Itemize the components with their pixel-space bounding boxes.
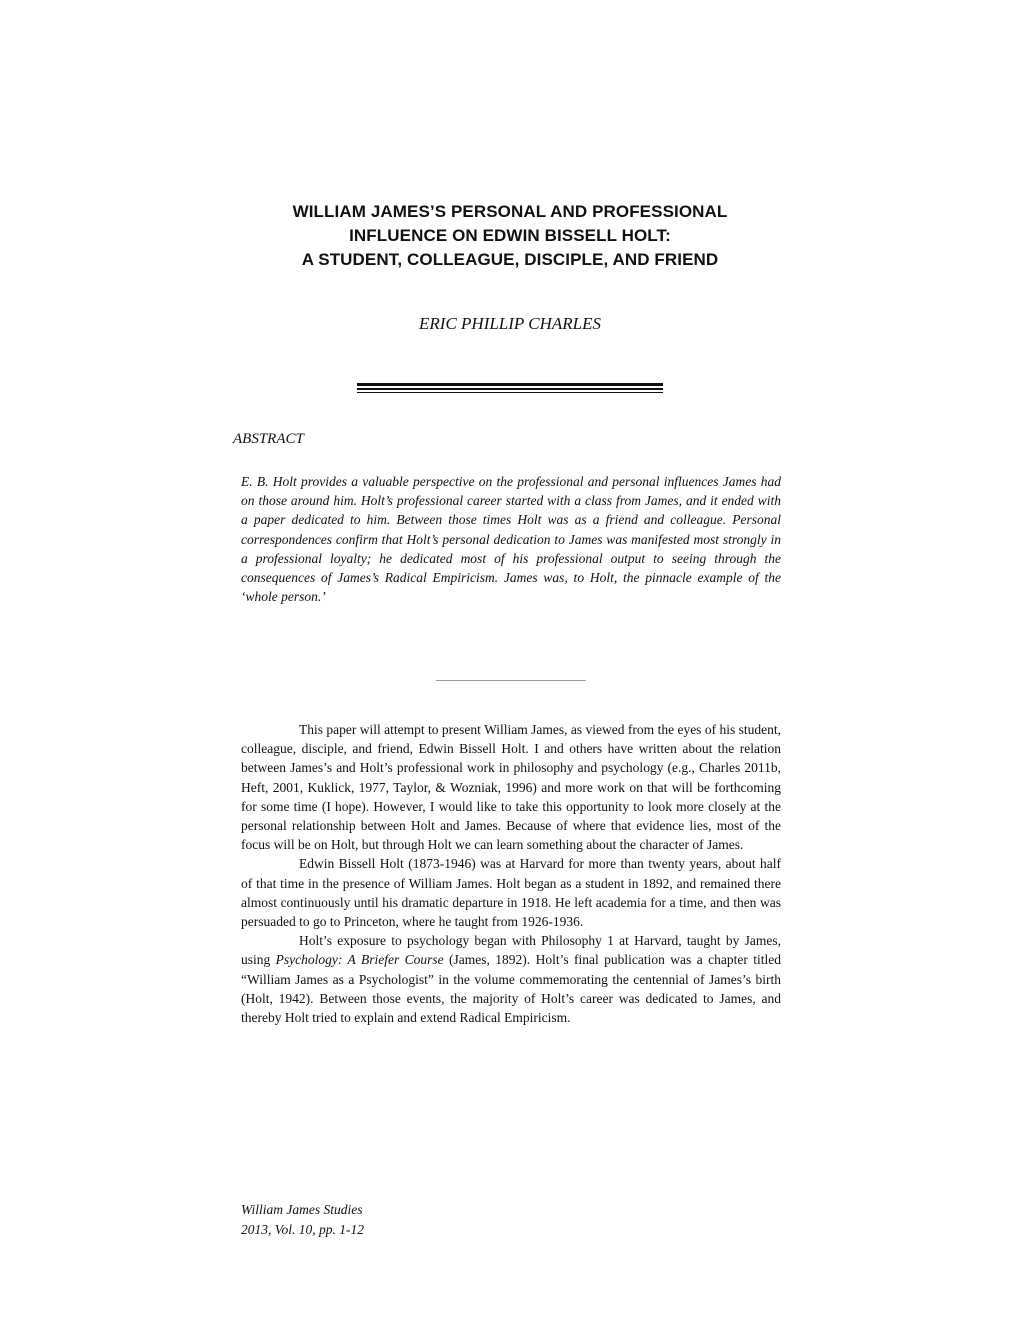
paragraph-3-text-start: Holt’s exposure to psychology began with Philosophy 1 at Harvard, taught by James, using xyxy=(241,933,781,968)
journal-citation: 2013, Vol. 10, pp. 1-12 xyxy=(241,1222,364,1237)
title-divider xyxy=(357,383,663,394)
title-line-2: INFLUENCE ON EDWIN BISSELL HOLT: xyxy=(349,226,671,245)
body-text xyxy=(241,720,781,1027)
author-name: ERIC PHILLIP CHARLES xyxy=(419,314,601,333)
body-paragraph-1: This paper will attempt to present William James, as viewed from the eyes of his student, colleague, disciple, and friend, Edwin Bissell Holt. I and others have written about the relation between James’s and Holt’s professional work in philosophy and psychology (e.g., Charles 2011b, Heft, 2001, Kuklick, 1977, Taylor, & Wozniak, 1996) and more work on that will be forthcoming for some time (I hope). However, I would like to take this opportunity to look more closely at the personal relationship between Holt and James. Because of where that evidence lies, most of the focus will be on Holt, but through Holt we can learn something about the character of James. xyxy=(241,722,781,853)
book-title: Psychology: A Briefer Course xyxy=(275,952,444,968)
paper-title xyxy=(200,200,820,272)
paragraph-3-text-end: (James, 1892). Holt’s final publication was a chapter titled “William James as a Psychologist” in the volume commemorating the centennial of James’s birth (Holt, 1942). Between those events, the majority of Holt’s career was dedicated to James, and thereby Holt tried to explain and extend Radical Empiricism. xyxy=(241,952,781,1026)
body-paragraph-3 xyxy=(241,931,781,1027)
journal-footer xyxy=(241,1200,364,1240)
title-line-1: WILLIAM JAMES’S PERSONAL AND PROFESSIONAL xyxy=(292,202,728,221)
abstract-heading: ABSTRACT xyxy=(233,431,304,447)
abstract-text: E. B. Holt provides a valuable perspective on the professional and personal influences James had on those around him. Holt’s professional career started with a class from James, and it ended with a paper dedicated to him. Between those times Holt was as a friend and colleague. Personal correspondences confirm that Holt’s personal dedication to James was manifested most strongly in a professional loyalty; he dedicated most of his professional output to seeing through the consequences of James’s Radical Empiricism. James was, to Holt, the pinnacle example of the ‘whole person.’ xyxy=(241,474,781,605)
title-line-3: A STUDENT, COLLEAGUE, DISCIPLE, AND FRIEND xyxy=(301,250,719,269)
journal-name: William James Studies xyxy=(241,1202,363,1217)
section-divider xyxy=(436,680,586,681)
body-paragraph-2: Edwin Bissell Holt (1873-1946) was at Harvard for more than twenty years, about half of that time in the presence of William James. Holt began as a student in 1892, and remained there almost continuously until his dramatic departure in 1918. He left academia for a time, and then was persuaded to go to Princeton, where he taught from 1926-1936. xyxy=(241,856,781,930)
